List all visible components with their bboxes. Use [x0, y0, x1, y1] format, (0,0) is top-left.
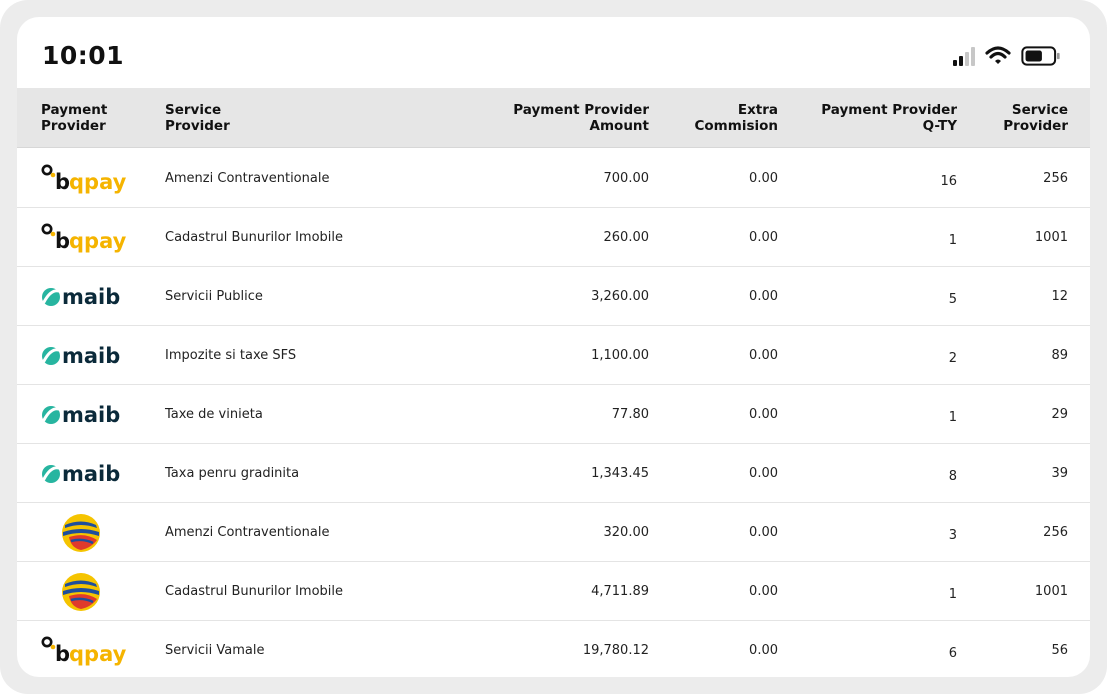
cell-service-provider: Servicii Vamale	[165, 643, 265, 658]
table-row[interactable]	[17, 503, 1090, 562]
qpay-b: b	[55, 229, 71, 253]
round-bank-logo	[41, 513, 131, 553]
cell-pp-amount: 3,260.00	[591, 289, 649, 304]
cell-pp-amount: 260.00	[603, 230, 649, 245]
cell-pp-amount: 4,711.89	[591, 584, 649, 599]
header-pp-qty: Payment Provider Q-TY	[821, 102, 957, 134]
qpay-b: b	[55, 170, 71, 194]
table-row[interactable]	[17, 208, 1090, 267]
battery-icon	[1021, 46, 1061, 66]
cell-pp-qty: 5	[948, 292, 957, 307]
cell-pp-qty: 16	[940, 174, 957, 189]
cell-pp-amount: 1,343.45	[591, 466, 649, 481]
header-extra-commission: Extra Commision	[694, 102, 778, 134]
table-row[interactable]	[17, 149, 1090, 208]
cell-service-provider: Impozite si taxe SFS	[165, 348, 297, 363]
wifi-icon	[985, 46, 1011, 66]
cell-pp-amount: 19,780.12	[582, 643, 649, 658]
table-row[interactable]	[17, 562, 1090, 621]
cell-service-provider: Taxe de vinieta	[165, 407, 263, 422]
cell-pp-amount: 700.00	[603, 171, 649, 186]
cell-service-provider: Cadastrul Bunurilor Imobile	[165, 584, 344, 599]
cell-service-provider: Amenzi Contraventionale	[165, 171, 330, 186]
cell-extra-commission: 0.00	[749, 407, 778, 422]
qpay-logo	[41, 162, 131, 196]
header-service-provider: Service Provider	[165, 102, 230, 134]
cell-pp-qty: 2	[948, 351, 957, 366]
status-time: 10:01	[42, 41, 125, 70]
header-pp-amount: Payment Provider Amount	[513, 102, 649, 134]
cell-pp-qty: 8	[948, 469, 957, 484]
qpay-wordmark: qpay	[69, 170, 127, 194]
table-row[interactable]	[17, 621, 1090, 677]
cell-service-provider-code: 56	[1051, 643, 1068, 658]
cell-pp-qty: 3	[948, 528, 957, 543]
cell-extra-commission: 0.00	[749, 584, 778, 599]
cell-service-provider-code: 1001	[1034, 584, 1068, 599]
cell-service-provider: Amenzi Contraventionale	[165, 525, 330, 540]
cell-service-provider-code: 1001	[1034, 230, 1068, 245]
cell-extra-commission: 0.00	[749, 289, 778, 304]
maib-wordmark: maib	[62, 403, 121, 427]
cell-extra-commission: 0.00	[749, 171, 778, 186]
maib-logo	[41, 398, 131, 432]
maib-logo	[41, 280, 131, 314]
cell-service-provider-code: 39	[1051, 466, 1068, 481]
maib-wordmark: maib	[62, 462, 121, 486]
header-payment-provider: Payment Provider	[41, 102, 108, 134]
qpay-logo	[41, 221, 131, 255]
cell-extra-commission: 0.00	[749, 230, 778, 245]
table-header	[17, 88, 1090, 148]
maib-wordmark: maib	[62, 344, 121, 368]
cell-pp-amount: 1,100.00	[591, 348, 649, 363]
cell-extra-commission: 0.00	[749, 643, 778, 658]
screen	[17, 17, 1090, 677]
cell-service-provider-code: 256	[1043, 525, 1068, 540]
cellular-signal-icon	[953, 46, 975, 66]
round-bank-logo	[41, 572, 131, 612]
cell-service-provider-code: 12	[1051, 289, 1068, 304]
maib-logo	[41, 339, 131, 373]
status-icons	[953, 46, 1061, 66]
cell-extra-commission: 0.00	[749, 525, 778, 540]
table-row[interactable]	[17, 444, 1090, 503]
qpay-wordmark: qpay	[69, 642, 127, 666]
cell-pp-qty: 1	[948, 587, 957, 602]
cell-extra-commission: 0.00	[749, 348, 778, 363]
qpay-wordmark: qpay	[69, 229, 127, 253]
cell-service-provider: Servicii Publice	[165, 289, 263, 304]
qpay-logo	[41, 634, 131, 668]
maib-wordmark: maib	[62, 285, 121, 309]
cell-pp-amount: 77.80	[611, 407, 649, 422]
cell-extra-commission: 0.00	[749, 466, 778, 481]
cell-service-provider-code: 256	[1043, 171, 1068, 186]
cell-service-provider: Taxa penru gradinita	[165, 466, 300, 481]
maib-logo	[41, 457, 131, 491]
header-service-provider-code: Service Provider	[1003, 102, 1068, 134]
cell-pp-qty: 1	[948, 410, 957, 425]
status-bar	[17, 17, 1090, 88]
cell-pp-amount: 320.00	[603, 525, 649, 540]
qpay-b: b	[55, 642, 71, 666]
cell-pp-qty: 1	[948, 233, 957, 248]
table-row[interactable]	[17, 326, 1090, 385]
table-row[interactable]	[17, 267, 1090, 326]
cell-pp-qty: 6	[948, 646, 957, 661]
cell-service-provider: Cadastrul Bunurilor Imobile	[165, 230, 344, 245]
table-row[interactable]	[17, 385, 1090, 444]
cell-service-provider-code: 29	[1051, 407, 1068, 422]
cell-service-provider-code: 89	[1051, 348, 1068, 363]
